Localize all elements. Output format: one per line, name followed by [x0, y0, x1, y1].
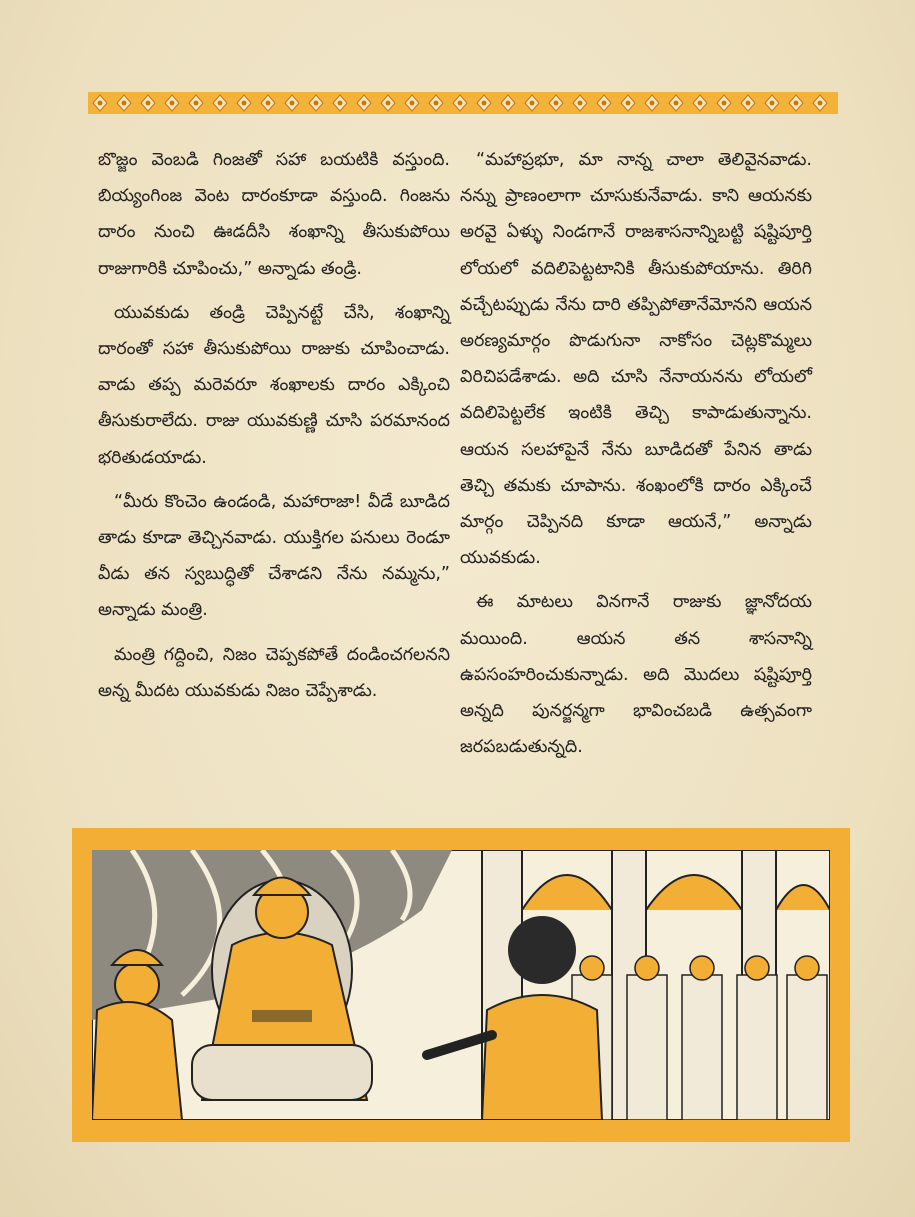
border-ornament-center: [770, 101, 775, 106]
king-on-throne-with-courtiers-illustration-icon: [92, 850, 830, 1120]
border-ornament-center: [266, 101, 271, 106]
left-text-column: [98, 142, 450, 717]
paragraph: “మహాప్రభూ, మా నాన్న చాలా తెలివైనవాడు. నన్ను ప్రాణంలాగా చూసుకునేవాడు. కాని ఆయనకు అరవై ఏళ్ళు నిండగానే రాజశాసనాన్నిబట్టి షష్టిపూర్తి లోయలో వదిలిపెట్టటానికి తీసుకుపోయాను. తిరిగి వచ్చేటప్పుడు నేను దారి తప్పిపోతానేమోనని ఆయన అరణ్యమార్గం పొడుగునా నాకోసం చెట్లకొమ్మలు విరిచిపడేశాడు. అది చూసి నేనాయనను లోయలో వదిలిపెట్టలేక ఇంటికి తెచ్చి కాపాడుతున్నాను. ఆయన సలహాపైనే నేను బూడిదతో పేనిన తాడు తెచ్చి తమకు చూపాను. శంఖంలోకి దారం ఎక్కించే మార్గం చెప్పినది కూడా ఆయనే,” అన్నాడు యువకుడు.: [460, 150, 812, 569]
border-ornament-center: [506, 101, 511, 106]
border-ornament-center: [410, 101, 415, 106]
paragraph: బొజ్జం వెంబడి గింజతో సహా బయటికి వస్తుంది. బియ్యంగింజ వెంట దారంకూడా వస్తుంది. గింజను దారం నుంచి ఊడదీసి శంఖాన్ని తీసుకుపోయి రాజుగారికి చూపించు,” అన్నాడు తండ్రి.: [98, 150, 450, 279]
border-ornament-center: [722, 101, 727, 106]
border-ornament-center: [434, 101, 439, 106]
border-ornament-center: [530, 101, 535, 106]
border-ornament-center: [194, 101, 199, 106]
border-ornament-center: [338, 101, 343, 106]
story-illustration: [72, 828, 850, 1142]
border-ornament-center: [122, 101, 127, 106]
border-ornament-center: [218, 101, 223, 106]
border-ornament-center: [170, 101, 175, 106]
border-ornament-center: [146, 101, 151, 106]
border-ornament-center: [362, 101, 367, 106]
border-ornament-center: [794, 101, 799, 106]
border-ornament-center: [602, 101, 607, 106]
border-ornament-center: [626, 101, 631, 106]
paragraph: యువకుడు తండ్రి చెప్పినట్టే చేసి, శంఖాన్ని దారంతో సహా తీసుకుపోయి రాజుకు చూపించాడు. వాడు తప్ప మరెవరూ శంఖాలకు దారం ఎక్కించి తీసుకురాలేదు. రాజు యువకుణ్ణి చూసి పరమానంద భరితుడయాడు.: [98, 302, 450, 468]
border-ornament-center: [482, 101, 487, 106]
border-ornament-center: [314, 101, 319, 106]
border-ornament-center: [554, 101, 559, 106]
border-ornament-center: [698, 101, 703, 106]
decorative-border: [88, 92, 838, 114]
border-ornament-center: [458, 101, 463, 106]
border-ornament-center: [242, 101, 247, 106]
paragraph: “మీరు కొంచెం ఉండండి, మహారాజా! వీడే బూడిద తాడు కూడా తెచ్చినవాడు. యుక్తిగల పనులు రెండూ వీడు తన స్వబుద్ధితో చేశాడని నేను నమ్మను,” అన్నాడు మంత్రి.: [98, 491, 450, 621]
border-ornament-center: [650, 101, 655, 106]
paragraph: ఈ మాటలు వినగానే రాజుకు జ్ఞానోదయ మయింది. ఆయన తన శాసనాన్ని ఉపసంహరించుకున్నాడు. అది మొదలు షష్టిపూర్తి అన్నది పునర్జన్మగా భావించబడి ఉత్సవంగా జరపబడుతున్నది.: [460, 592, 812, 758]
paragraph: మంత్రి గద్దించి, నిజం చెప్పకపోతే దండించగలనని అన్న మీదట యువకుడు నిజం చెప్పేశాడు.: [98, 644, 450, 701]
border-ornament-center: [290, 101, 295, 106]
border-ornament-center: [386, 101, 391, 106]
border-ornament-center: [674, 101, 679, 106]
ornamental-flower-border-icon: [88, 92, 838, 114]
border-ornament-center: [98, 101, 103, 106]
right-text-column: [460, 142, 812, 773]
border-ornament-center: [746, 101, 751, 106]
border-ornament-center: [578, 101, 583, 106]
border-ornament-center: [818, 101, 823, 106]
